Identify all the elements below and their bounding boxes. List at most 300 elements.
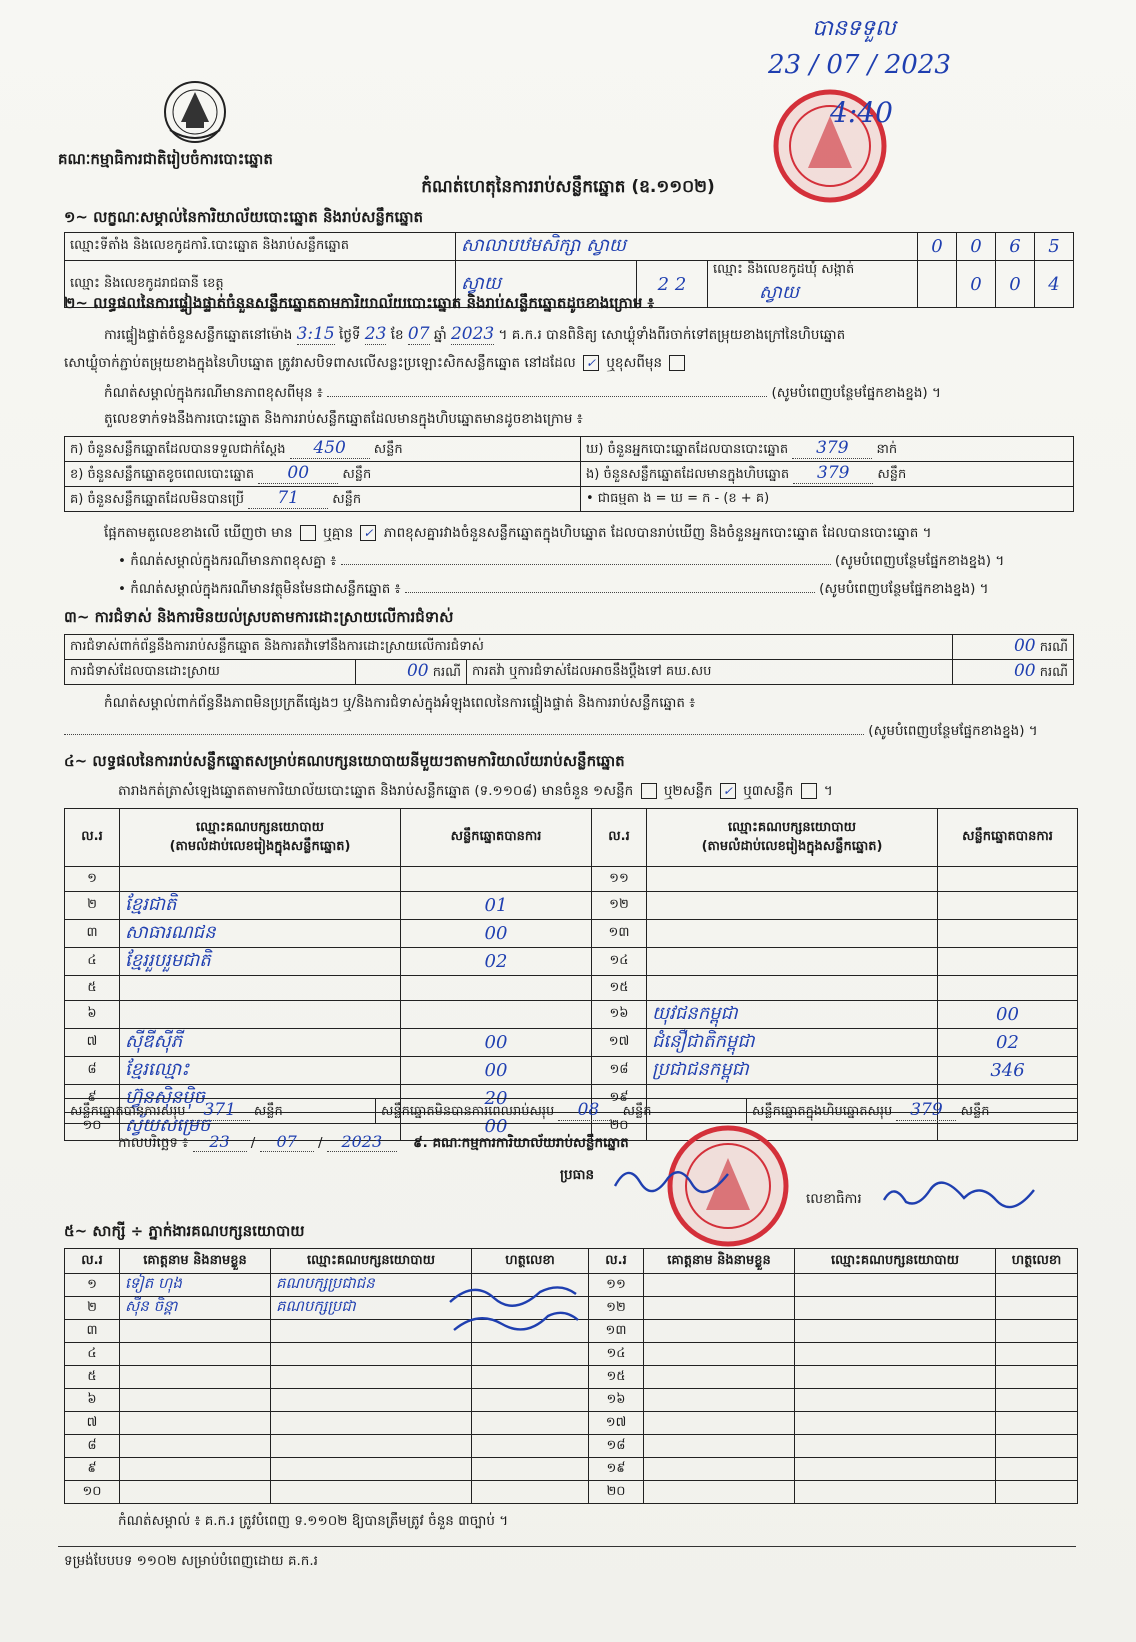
witness-name [120, 1343, 271, 1366]
location-code-4: 5 [1035, 233, 1074, 261]
witness-name [120, 1412, 271, 1435]
results-col-party-left-title: ឈ្មោះគណបក្សនយោបាយ [196, 819, 324, 835]
witness-name [644, 1389, 795, 1412]
table-row [65, 1458, 1078, 1481]
commune-code-3: 4 [1035, 261, 1074, 308]
party-name: ប្រជាជនកម្ពុជា [647, 1057, 938, 1085]
no-difference-checkbox[interactable]: ✓ [360, 525, 376, 541]
verification-day-label: ថ្ងៃទី [339, 327, 361, 343]
party-name [647, 920, 938, 948]
row-number: ១៥ [592, 976, 647, 1001]
witness-col-party-right: ឈ្មោះគណបក្សនយោបាយ [795, 1249, 996, 1274]
date-day: 23 [193, 1132, 247, 1152]
bullet-note-1-fill: (សូមបំពេញបន្ថែមផ្នែកខាងខ្នង) ។ [834, 553, 1005, 569]
party-name: ស្វ័យសម្រេច [120, 1113, 401, 1141]
witness-col-name-left: គោត្តនាម និងនាមខ្លួន [120, 1249, 271, 1274]
section5-title: ៥~ សាក្សី ÷ ភ្នាក់ងារគណបក្សនយោបាយ [64, 1222, 305, 1240]
different-checkbox[interactable] [669, 355, 685, 371]
witness-party [271, 1320, 472, 1343]
party-votes [401, 1001, 592, 1029]
commune-label: ឈ្មោះ និងលេខកូដឃុំ សង្កាត់ [713, 262, 855, 277]
party-votes [938, 892, 1078, 920]
results-col-votes-right: សន្លឹកឆ្នោតបានការ [938, 809, 1078, 867]
seal-status-text: សោឃ្លុំចាក់ភ្ជាប់តម្រុយខាងក្នុងនៃហិបឆ្នោត ត្រូវរាសបិទពាសលើសន្លះប្រឡោះសិកសន្លឹកឆ្នោត នៅដដែល [64, 355, 576, 371]
figure-g-value: 71 [248, 488, 328, 509]
witness-signature-cell [996, 1435, 1078, 1458]
results-col-party-left-sub: (តាមលំដាប់លេខរៀងក្នុងសន្លឹកឆ្នោត) [169, 838, 351, 854]
table-row [65, 920, 1078, 948]
witness-col-name-right: គោត្តនាម និងនាមខ្លួន [644, 1249, 795, 1274]
total-valid-label: សន្លឹកឆ្នោតបានការសរុប [70, 1104, 186, 1119]
witness-name [120, 1389, 271, 1412]
witness-party [795, 1435, 996, 1458]
party-votes [938, 867, 1078, 892]
location-code-3: 6 [996, 233, 1035, 261]
witness-name [644, 1481, 795, 1504]
note-difference-dots[interactable] [327, 396, 767, 397]
party-votes: 01 [401, 892, 592, 920]
witness-party [271, 1435, 472, 1458]
figure-k-value: 450 [290, 438, 370, 459]
verification-year: 2023 [450, 324, 495, 344]
witness-col-sign-left: ហត្ថលេខា [472, 1249, 589, 1274]
sheet-count-3-label: ឬ៣សន្លឹក [743, 783, 794, 799]
witness-col-party-left: ឈ្មោះគណបក្សនយោបាយ [271, 1249, 472, 1274]
row-number: ១៦ [589, 1389, 644, 1412]
party-name [120, 976, 401, 1001]
party-votes: 00 [938, 1001, 1078, 1029]
row-number: ១៨ [589, 1435, 644, 1458]
results-table [64, 808, 1078, 1141]
witness-signature-cell [996, 1366, 1078, 1389]
witness-signature-cell [996, 1274, 1078, 1297]
row-number: ២០ [592, 1113, 647, 1141]
party-name [120, 1001, 401, 1029]
commune-code-1: 0 [957, 261, 996, 308]
witness-signature-cell [472, 1412, 589, 1435]
province-label: ឈ្មោះ និងលេខកូដរាជធានី ខេត្ត [65, 261, 456, 308]
sheet-count-1-checkbox[interactable] [641, 783, 657, 799]
row-number: ១៦ [592, 1001, 647, 1029]
row-number: ៩ [65, 1458, 120, 1481]
witness-signature-cell [472, 1481, 589, 1504]
witness-party [795, 1389, 996, 1412]
total-valid-unit: សន្លឹក [253, 1104, 283, 1119]
witness-signature-cell [996, 1412, 1078, 1435]
row-number: ២ [65, 892, 120, 920]
total-box-cell [747, 1099, 1078, 1124]
row-number: ១១ [589, 1274, 644, 1297]
party-name: ខ្មែរជាតិ [120, 892, 401, 920]
row-number: ៨ [65, 1435, 120, 1458]
figure-ng-value: 379 [793, 463, 873, 484]
commune-value: ស្វាយ [759, 282, 799, 303]
commune-cell [708, 261, 918, 308]
figure-kh-label: ខ) ចំនួនសន្លឹកឆ្នោតខូចពេលបោះឆ្នោត [70, 467, 255, 482]
verification-month-label: ខែ [390, 327, 404, 343]
witness-signature-cell [472, 1435, 589, 1458]
same-checkbox[interactable]: ✓ [583, 355, 599, 371]
figure-g-label: គ) ចំនួនសន្លឹកឆ្នោតដែលមិនបានប្រើ [70, 492, 244, 507]
row-number: ៧ [65, 1029, 120, 1057]
table-row [65, 1435, 1078, 1458]
party-name [647, 867, 938, 892]
row-number: ១៣ [592, 920, 647, 948]
row-number: ២ [65, 1297, 120, 1320]
table-row [65, 1412, 1078, 1435]
figures-table [64, 436, 1074, 512]
row-number: ១ [65, 1274, 120, 1297]
verification-line-1 [104, 324, 1074, 346]
witness-signature-cell [996, 1297, 1078, 1320]
total-box-label: សន្លឹកឆ្នោតក្នុងហិបឆ្នោតសរុប [752, 1104, 893, 1119]
verification-text: ។ គ.ក.រ បានពិនិត្យ សោឃ្លុំទាំងពីរចាក់ទៅតម្រុយខាងក្រៅនៃហិបឆ្នោត [498, 327, 846, 343]
bullet-note-2-label: • កំណត់សម្គាល់ក្នុងករណីមានវត្ថុមិនមែនជាសន្លឹកឆ្នោត ៖ [118, 581, 401, 597]
witness-name [644, 1458, 795, 1481]
verification-time: 3:15 [296, 324, 335, 344]
commune-code-blank [918, 261, 957, 308]
row-number: ១៥ [589, 1366, 644, 1389]
figure-g-unit: សន្លឹក [332, 492, 362, 507]
party-name [647, 948, 938, 976]
results-col-no-right: ល.រ [592, 809, 647, 867]
table-row [65, 976, 1078, 1001]
sheet-count-1-label: តារាងកត់ត្រាសំឡេងឆ្នោតតាមការិយាល័យបោះឆ្នោត និងរាប់សន្លឹកឆ្នោត (ទ.១១០៨) មានចំនួន ១សន្លឹក [118, 783, 634, 799]
row-number: ៦ [65, 1389, 120, 1412]
party-votes: 00 [401, 1057, 592, 1085]
figure-ng [581, 462, 1074, 487]
row-number: ១ [65, 867, 120, 892]
row-number: ១៩ [589, 1458, 644, 1481]
row-number: ១៧ [589, 1412, 644, 1435]
section1-title: ១~ លក្ខណៈសម្គាល់នៃការិយាល័យបោះឆ្នោត និងរាប់សន្លឹកឆ្នោត [64, 208, 424, 226]
row-number: ៩ [65, 1085, 120, 1113]
party-name [647, 892, 938, 920]
objection-row1-label: ការជំទាស់ពាក់ព័ន្ធនឹងការរាប់សន្លឹកឆ្នោត និងការតវ៉ាទៅនឹងការដោះស្រាយលើការជំទាស់ [65, 635, 953, 660]
witness-col-sign-right: ហត្ថលេខា [996, 1249, 1078, 1274]
witness-name [120, 1366, 271, 1389]
party-votes [938, 920, 1078, 948]
row-number: ៨ [65, 1057, 120, 1085]
results-col-party-right [647, 809, 938, 867]
figure-k-label: ក) ចំនួនសន្លឹកឆ្នោតដែលបានទទួលជាក់ស្តែង [70, 442, 286, 457]
verification-month: 07 [407, 324, 430, 344]
date-line: កាលបរិច្ឆេទ ៖ 23 / 07 / 2023 ៩. គណៈកម្មការការិយាល័យរាប់សន្លឹកឆ្នោត [118, 1132, 629, 1151]
figure-k-unit: សន្លឹក [373, 442, 403, 457]
witness-party [795, 1297, 996, 1320]
party-votes [401, 976, 592, 1001]
party-votes [938, 948, 1078, 976]
witness-name [644, 1274, 795, 1297]
witness-party [271, 1412, 472, 1435]
row-number: ៥ [65, 1366, 120, 1389]
table-row [65, 1057, 1078, 1085]
figure-gh-unit: នាក់ [876, 442, 898, 457]
witness-party [795, 1320, 996, 1343]
date-month: 07 [260, 1132, 314, 1152]
results-col-no-left: ល.រ [65, 809, 120, 867]
table-row [65, 1001, 1078, 1029]
results-col-party-right-title: ឈ្មោះគណបក្សនយោបាយ [728, 819, 856, 835]
section3-note-fill: (សូមបំពេញបន្ថែមផ្នែកខាងខ្នង) ។ [868, 723, 1038, 739]
witness-party: គណបក្សប្រជាជន [271, 1274, 472, 1297]
chair-signature [610, 1158, 740, 1198]
results-col-party-right-sub: (តាមលំដាប់លេខរៀងក្នុងសន្លឹកឆ្នោត) [701, 838, 883, 854]
total-invalid-label: សន្លឹកឆ្នោតមិនបានការពេលរាប់សរុប [381, 1104, 555, 1119]
row-number: ១០ [65, 1113, 120, 1141]
nec-emblem-icon [156, 78, 234, 148]
bullet-note-2-dots[interactable] [405, 592, 815, 593]
witness-name: ស៊ីន ចិន្តា [120, 1297, 271, 1320]
table-row [65, 1343, 1078, 1366]
note-difference-label: កំណត់សម្គាល់ក្នុងករណីមានភាពខុសពីមុន ៖ [104, 385, 323, 401]
figure-kh-unit: សន្លឹក [342, 467, 372, 482]
total-box-unit: សន្លឹក [960, 1104, 990, 1119]
footer-text: ទម្រង់បែបបទ ១១០២ សម្រាប់បំពេញដោយ គ.ក.រ [64, 1553, 318, 1569]
witness-name [644, 1366, 795, 1389]
witness-name [644, 1343, 795, 1366]
witness-name [120, 1481, 271, 1504]
row-number: ៤ [65, 948, 120, 976]
verification-line-2 [64, 354, 1074, 374]
table-row [65, 948, 1078, 976]
document-title: កំណត់ហេតុនៃការរាប់សន្លឹកឆ្នោត (ឧ.១១០២) [421, 177, 715, 197]
witness-name [644, 1297, 795, 1320]
witness-party [795, 1366, 996, 1389]
party-votes: 02 [401, 948, 592, 976]
objection-row2-label: ការជំទាស់ដែលបានដោះស្រាយ [65, 660, 356, 685]
party-name [647, 976, 938, 1001]
witness-signatures [444, 1272, 584, 1342]
objection-row1-cell [953, 635, 1074, 660]
location-code-2: 0 [957, 233, 996, 261]
witness-party [271, 1366, 472, 1389]
note-difference-line [104, 384, 1074, 404]
party-name: ហ៊្វុនស៊ិនប៉ិច [120, 1085, 401, 1113]
total-box-value: 379 [896, 1100, 956, 1121]
footer-divider [58, 1546, 1076, 1547]
table-row [65, 1366, 1078, 1389]
handwritten-date: 23 / 07 / 2023 [768, 50, 951, 80]
witness-party [795, 1412, 996, 1435]
table-row [65, 867, 1078, 892]
party-votes [401, 867, 592, 892]
has-difference-label: ផ្អែកតាមតួលេខខាងលើ ឃើញថា មាន [104, 525, 293, 541]
witness-name [120, 1320, 271, 1343]
party-name [120, 867, 401, 892]
section2-title: ២~ លទ្ធផលនៃការផ្ទៀងផ្ទាត់ចំនួនសន្លឹកឆ្នោតតាមការិយាល័យបោះឆ្នោត និងរាប់សន្លឹកឆ្នោតដូចខាងក្រោម ៖ [64, 294, 655, 312]
witness-name [644, 1412, 795, 1435]
witness-signature-cell [472, 1366, 589, 1389]
objection-row3-label: ការតវ៉ា ឬការជំទាស់ដែលអាចនឹងប្តឹងទៅ គឃ.សប [467, 660, 953, 685]
witness-party [795, 1481, 996, 1504]
table-row [65, 1029, 1078, 1057]
row-number: ២០ [589, 1481, 644, 1504]
row-number: ១៧ [592, 1029, 647, 1057]
party-votes: 00 [401, 920, 592, 948]
witness-party: គណបក្សប្រជា [271, 1297, 472, 1320]
organization-name: គណៈកម្មាធិការជាតិរៀបចំការបោះឆ្នោត [58, 150, 273, 168]
results-col-votes-left: សន្លឹកឆ្នោតបានការ [401, 809, 592, 867]
figure-kh-value: 00 [258, 463, 338, 484]
figure-k [65, 437, 581, 462]
witness-party [795, 1458, 996, 1481]
party-name: ខ្មែររួបរួមជាតិ [120, 948, 401, 976]
row-number: ១២ [592, 892, 647, 920]
section3-note-dots[interactable] [64, 734, 864, 735]
party-votes: 00 [401, 1029, 592, 1057]
witness-signature-cell [472, 1458, 589, 1481]
party-votes: 20 [401, 1085, 592, 1113]
witness-signature-cell [996, 1343, 1078, 1366]
witness-name [644, 1320, 795, 1343]
objection-row1-unit: ករណី [1039, 640, 1068, 655]
no-difference-label: ឬគ្មាន [323, 525, 354, 541]
witness-signature-cell [996, 1389, 1078, 1412]
table-row [65, 892, 1078, 920]
row-number: ៦ [65, 1001, 120, 1029]
objection-row3-value: 00 [1013, 661, 1036, 681]
handwritten-received: បានទទួល [812, 16, 896, 41]
verification-time-label: ការផ្ទៀងផ្ទាត់ចំនួនសន្លឹកឆ្នោតនៅម៉ោង [104, 327, 293, 343]
totals-table [64, 1098, 1078, 1124]
row-number: ១៩ [592, 1085, 647, 1113]
total-invalid-value: 08 [558, 1100, 618, 1121]
row-number: ៤ [65, 1343, 120, 1366]
table-row [65, 1389, 1078, 1412]
chair-label: ប្រធាន [560, 1167, 595, 1183]
total-valid-cell [65, 1099, 376, 1124]
difference-text: ភាពខុសគ្នារវាងចំនួនសន្លឹកឆ្នោតក្នុងហិបឆ្នោត ដែលបានរាប់ឃើញ និងចំនួនអ្នកបោះឆ្នោត ដែលបានបោះឆ្នោត ។ [383, 525, 932, 541]
figure-gh-label: ឃ) ចំនួនអ្នកបោះឆ្នោតដែលបានបោះឆ្នោត [586, 442, 789, 457]
witness-party [271, 1481, 472, 1504]
committee-label: ៩. គណៈកម្មការការិយាល័យរាប់សន្លឹកឆ្នោត [413, 1135, 629, 1151]
formula: • ជាធម្មតា ង = ឃ = ក - (ខ + គ) [581, 487, 1074, 512]
section3-note: កំណត់សម្គាល់ពាក់ព័ន្ធនឹងភាពមិនប្រក្រតីផ្សេងៗ ឬ/និងការជំទាស់ក្នុងអំឡុងពេលនៃការផ្ទៀងផ្ទាត់ និងការរាប់សន្លឹកឆ្នោត ៖ [104, 695, 696, 711]
secretary-label: លេខាធិការ [806, 1191, 862, 1207]
witness-signature-cell [996, 1320, 1078, 1343]
verification-day: 23 [364, 324, 387, 344]
bullet-note-1 [118, 552, 1074, 572]
row-number: ១៣ [589, 1320, 644, 1343]
verification-year-label: ឆ្នាំ [433, 327, 447, 343]
objection-row2-unit: ករណី [432, 665, 461, 680]
row-number: ១៤ [592, 948, 647, 976]
difference-check-line [104, 524, 1074, 544]
row-number: ១៤ [589, 1343, 644, 1366]
witness-party [271, 1343, 472, 1366]
date-label: កាលបរិច្ឆេទ ៖ [118, 1135, 189, 1151]
location-value: សាលាបឋមសិក្សា ស្វាយ [456, 233, 918, 261]
party-votes: 02 [938, 1029, 1078, 1057]
party-name: សាធារណជន [120, 920, 401, 948]
bullet-note-1-label: • កំណត់សម្គាល់ក្នុងករណីមានភាពខុសគ្នា ៖ [118, 553, 337, 569]
sheet-count-2-label: ឬ២សន្លឹក [663, 783, 713, 799]
witness-signature-cell [472, 1389, 589, 1412]
handwritten-time: 4:40 [830, 96, 893, 129]
row-number: ៧ [65, 1412, 120, 1435]
total-valid-value: 371 [190, 1100, 250, 1121]
date-year: 2023 [327, 1132, 397, 1152]
row-number: ៣ [65, 1320, 120, 1343]
row-number: ១៨ [592, 1057, 647, 1085]
secretary-signature [880, 1176, 1040, 1216]
sheet-count-3-checkbox[interactable] [801, 783, 817, 799]
witness-name [644, 1435, 795, 1458]
party-name: ខ្មែរឈ្មោះ [120, 1057, 401, 1085]
section4-intro: តារាងកត់ត្រាសំឡេងឆ្នោតតាមការិយាល័យបោះឆ្នោត និងរាប់សន្លឹកឆ្នោត (ទ.១១០៨) មានចំនួន ១សន្លឹក ឬ២សន្លឹក ✓ ឬ៣សន្លឹក ។ [118, 783, 833, 799]
section5-note: កំណត់សម្គាល់ ៖ គ.ក.រ ត្រូវបំពេញ ទ.១១០២ ឱ្យបានត្រឹមត្រូវ ចំនួន ៣ច្បាប់ ។ [118, 1513, 509, 1529]
objection-row2-value: 00 [406, 661, 429, 681]
witness-party [795, 1343, 996, 1366]
figure-ng-label: ង) ចំនួនសន្លឹកឆ្នោតដែលមានក្នុងហិបឆ្នោត [586, 467, 790, 482]
party-name: ស៊ីឌីស៊ីភី [120, 1029, 401, 1057]
figure-kh [65, 462, 581, 487]
witness-name: ទៀត ហុង [120, 1274, 271, 1297]
objection-row1-value: 00 [1013, 636, 1036, 656]
party-name: ជំនឿជាតិកម្ពុជា [647, 1029, 938, 1057]
objection-row3-unit: ករណី [1039, 665, 1068, 680]
has-difference-checkbox[interactable] [300, 525, 316, 541]
witness-col-no-right: ល.រ [589, 1249, 644, 1274]
row-number: ៥ [65, 976, 120, 1001]
commune-code-2: 0 [996, 261, 1035, 308]
province-value: ស្វាយ [456, 261, 637, 308]
party-votes: 00 [401, 1113, 592, 1141]
objection-row2-cell [356, 660, 467, 685]
section4-title: ៤~ លទ្ធផលនៃការរាប់សន្លឹកឆ្នោតសម្រាប់គណបក្សនយោបាយនីមួយៗតាមការិយាល័យរាប់សន្លឹកឆ្នោត [64, 752, 625, 770]
witness-col-no-left: ល.រ [65, 1249, 120, 1274]
note-difference-fill: (សូមបំពេញបន្ថែមផ្នែកខាងខ្នង) ។ [771, 385, 941, 401]
witness-party [271, 1389, 472, 1412]
section3-title: ៣~ ការជំទាស់ និងការមិនយល់ស្របតាមការដោះស្រាយលើការជំទាស់ [64, 608, 454, 626]
witness-party [271, 1458, 472, 1481]
province-code: 2 2 [637, 261, 708, 308]
figures-intro: តួលេខទាក់ទងនឹងការបោះឆ្នោត និងការរាប់សន្លឹកឆ្នោតដែលមានក្នុងហិបឆ្នោតមានដូចខាងក្រោម ៖ [104, 411, 583, 427]
location-code-1: 0 [918, 233, 957, 261]
section3-note-line [64, 722, 1074, 742]
results-col-party-left [120, 809, 401, 867]
section3-table [64, 634, 1074, 685]
witness-signature-cell [996, 1458, 1078, 1481]
party-votes: 346 [938, 1057, 1078, 1085]
bullet-note-1-dots[interactable] [341, 564, 831, 565]
figure-ng-unit: សន្លឹក [877, 467, 907, 482]
bullet-note-2-fill: (សូមបំពេញបន្ថែមផ្នែកខាងខ្នង) ។ [819, 581, 989, 597]
row-number: ៣ [65, 920, 120, 948]
figure-g [65, 487, 581, 512]
different-label: ឬខុសពីមុន [606, 355, 663, 371]
witness-signature-cell [472, 1343, 589, 1366]
witness-name [120, 1458, 271, 1481]
party-name: យុវជនកម្ពុជា [647, 1001, 938, 1029]
table-row [65, 1481, 1078, 1504]
witness-party [795, 1274, 996, 1297]
figure-gh-value: 379 [792, 438, 872, 459]
sheet-count-2-checkbox[interactable]: ✓ [720, 783, 736, 799]
bullet-note-2 [118, 580, 1074, 600]
witness-signature-cell [996, 1481, 1078, 1504]
location-label: ឈ្មោះទីតាំង និងលេខកូដការិ.បោះឆ្នោត និងរាប់សន្លឹកឆ្នោត [65, 233, 456, 261]
objection-row3-cell [953, 660, 1074, 685]
row-number: ១១ [592, 867, 647, 892]
party-votes [938, 976, 1078, 1001]
row-number: ១២ [589, 1297, 644, 1320]
total-invalid-unit: សន្លឹក [622, 1104, 652, 1119]
witness-name [120, 1435, 271, 1458]
row-number: ១០ [65, 1481, 120, 1504]
figure-gh [581, 437, 1074, 462]
